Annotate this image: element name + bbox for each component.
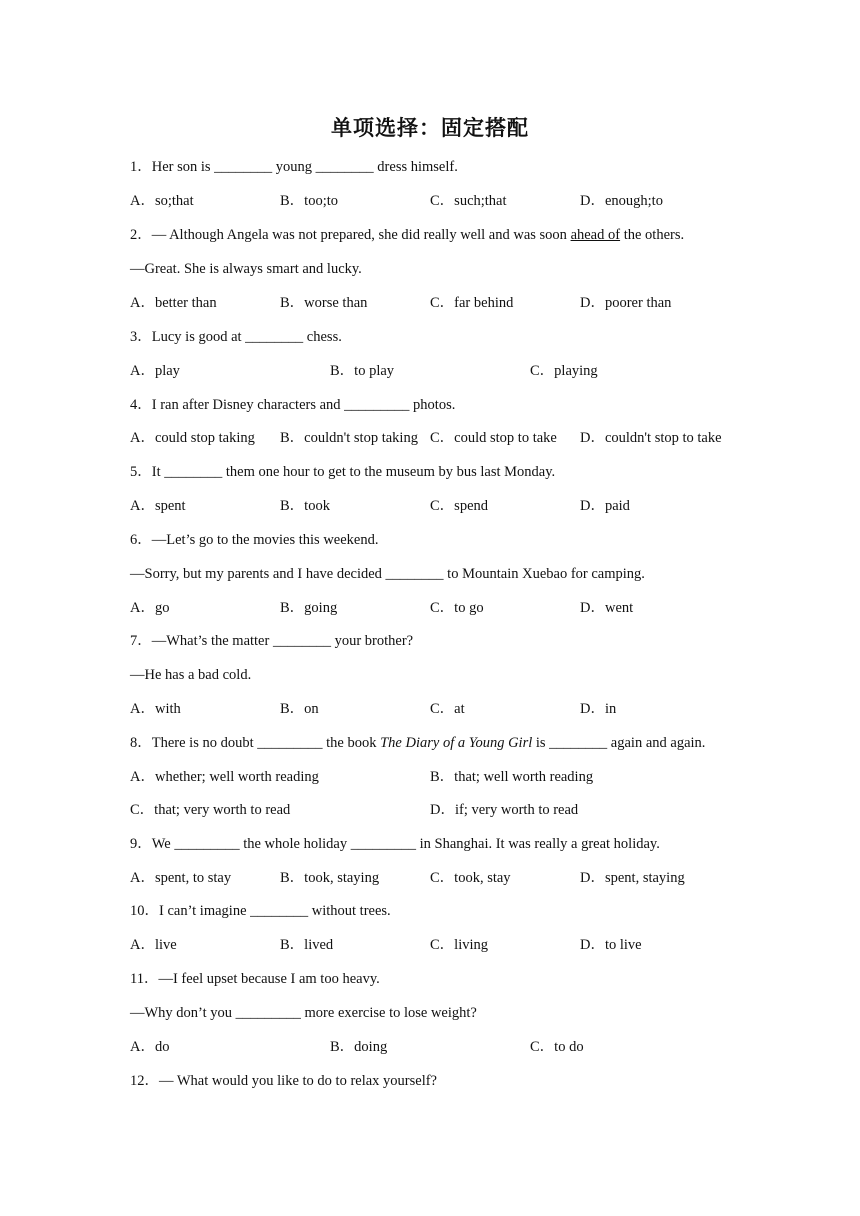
question-1-option-b: B．too;to bbox=[280, 193, 339, 209]
question-11-reply: —Why don’t you _________ more exercise to lose weight? bbox=[130, 1005, 477, 1021]
question-2-stem bbox=[130, 225, 684, 245]
question-8-option-c: C．that; very worth to read bbox=[130, 802, 291, 818]
question-8-stem bbox=[130, 733, 705, 753]
question-10-stem: 10．I can’t imagine ________ without trees. bbox=[130, 903, 391, 919]
question-9-option-a: A．spent, to stay bbox=[130, 870, 232, 886]
question-2-option-a: A．better than bbox=[130, 295, 217, 311]
question-7-option-c: C．at bbox=[430, 701, 465, 717]
question-1-option-c: C．such;that bbox=[430, 193, 507, 209]
question-10-option-c: C．living bbox=[430, 937, 489, 953]
question-5-option-b: B．took bbox=[280, 498, 330, 514]
question-8-book-title: The Diary of a Young Girl bbox=[380, 735, 533, 751]
question-9-stem: 9．We _________ the whole holiday _________ in Shanghai. It was really a great holiday. bbox=[130, 836, 660, 852]
question-11-option-a: A．do bbox=[130, 1039, 170, 1055]
question-1-stem: 1．Her son is ________ young ________ dress himself. bbox=[130, 159, 458, 175]
question-11-option-b: B．doing bbox=[330, 1039, 388, 1055]
question-12-stem: 12．— What would you like to do to relax yourself? bbox=[130, 1073, 437, 1089]
question-7-option-a: A．with bbox=[130, 701, 181, 717]
question-10-option-d: D．to live bbox=[580, 937, 642, 953]
question-8-option-a: A．whether; well worth reading bbox=[130, 769, 319, 785]
question-1-option-d: D．enough;to bbox=[580, 193, 663, 209]
question-10-option-b: B．lived bbox=[280, 937, 334, 953]
question-10-option-a: A．live bbox=[130, 937, 177, 953]
question-5-stem: 5．It ________ them one hour to get to the museum by bus last Monday. bbox=[130, 464, 556, 480]
page-title: 单项选择：固定搭配 bbox=[331, 116, 529, 140]
question-6-option-a: A．go bbox=[130, 600, 170, 616]
question-11-stem: 11．—I feel upset because I am too heavy. bbox=[130, 971, 380, 987]
question-7-stem: 7．—What’s the matter ________ your brother? bbox=[130, 633, 414, 649]
question-7-reply: —He has a bad cold. bbox=[130, 667, 252, 683]
question-5-option-c: C．spend bbox=[430, 498, 488, 514]
question-6-option-d: D．went bbox=[580, 600, 634, 616]
question-2-option-c: C．far behind bbox=[430, 295, 514, 311]
question-6-reply: —Sorry, but my parents and I have decided ________ to Mountain Xuebao for camping. bbox=[130, 566, 645, 582]
question-1-option-a: A．so;that bbox=[130, 193, 194, 209]
question-8-option-d: D．if; very worth to read bbox=[430, 802, 579, 818]
question-3-option-b: B．to play bbox=[330, 363, 395, 379]
question-3-stem: 3．Lucy is good at ________ chess. bbox=[130, 329, 342, 345]
question-4-option-d: D．couldn't stop to take bbox=[580, 430, 722, 446]
question-6-option-b: B．going bbox=[280, 600, 338, 616]
question-5-option-a: A．spent bbox=[130, 498, 186, 514]
question-5-option-d: D．paid bbox=[580, 498, 630, 514]
question-3-option-a: A．play bbox=[130, 363, 180, 379]
question-2-option-d: D．poorer than bbox=[580, 295, 672, 311]
question-9-option-b: B．took, staying bbox=[280, 870, 380, 886]
question-2-option-b: B．worse than bbox=[280, 295, 368, 311]
question-6-option-c: C．to go bbox=[430, 600, 484, 616]
question-4-option-b: B．couldn't stop taking bbox=[280, 430, 418, 446]
question-7-option-b: B．on bbox=[280, 701, 319, 717]
question-8-option-b: B．that; well worth reading bbox=[430, 769, 594, 785]
question-2-underlined-phrase: ahead of bbox=[570, 227, 621, 243]
question-2-stem-start: 2．— Although Angela was not prepared, she did really well and was soon bbox=[130, 227, 571, 243]
question-9-option-c: C．took, stay bbox=[430, 870, 511, 886]
question-2-reply: —Great. She is always smart and lucky. bbox=[130, 261, 362, 277]
question-7-option-d: D．in bbox=[580, 701, 617, 717]
question-8-stem-end: is ________ again and again. bbox=[532, 735, 706, 751]
question-8-stem-start: 8．There is no doubt _________ the book bbox=[130, 735, 381, 751]
question-4-option-c: C．could stop to take bbox=[430, 430, 557, 446]
question-4-stem: 4．I ran after Disney characters and _________ photos. bbox=[130, 397, 456, 413]
question-3-option-c: C．playing bbox=[530, 363, 598, 379]
question-4-option-a: A．could stop taking bbox=[130, 430, 255, 446]
question-6-stem: 6．—Let’s go to the movies this weekend. bbox=[130, 532, 379, 548]
question-11-option-c: C．to do bbox=[530, 1039, 584, 1055]
question-2-stem-end: the others. bbox=[620, 227, 685, 243]
question-9-option-d: D．spent, staying bbox=[580, 870, 685, 886]
